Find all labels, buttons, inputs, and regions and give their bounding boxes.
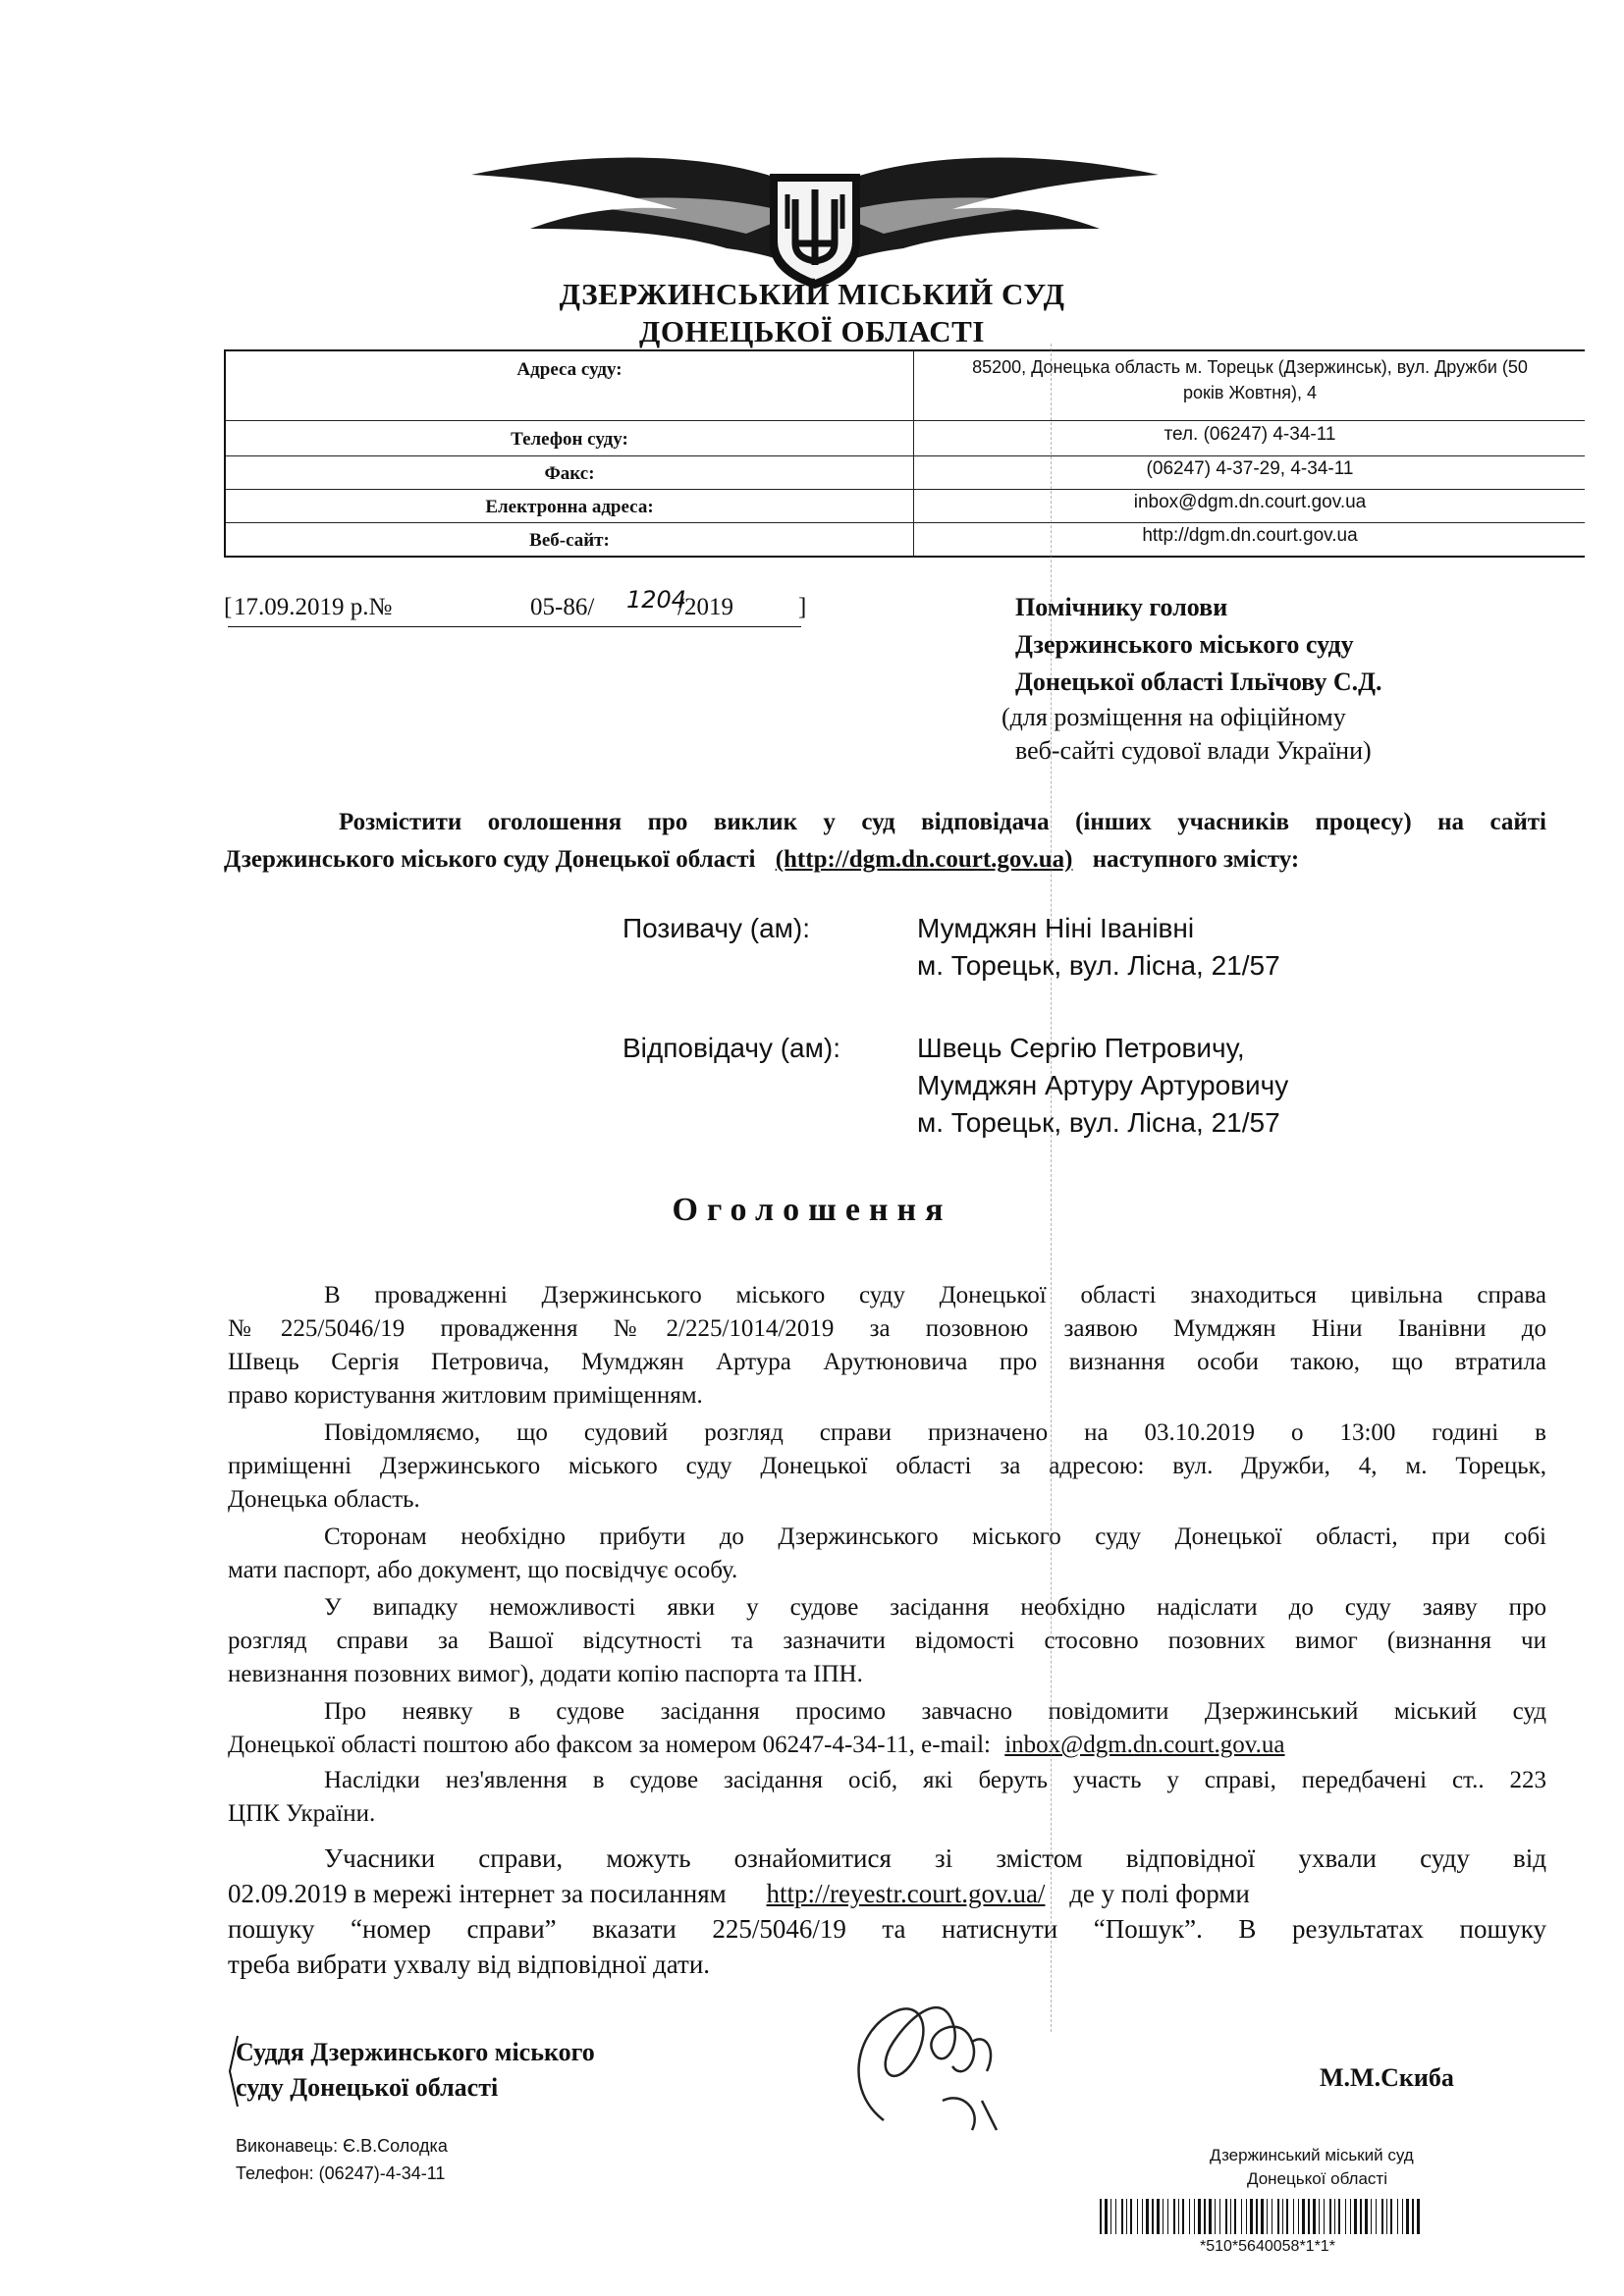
- barcode-bar: [1319, 2199, 1320, 2234]
- executor-phone: Телефон: (06247)-4-34-11: [236, 2163, 446, 2183]
- email-label: Електронна адреса:: [485, 497, 654, 517]
- barcode-bar: [1397, 2199, 1398, 2234]
- ref-number-suffix: /2019: [677, 594, 733, 620]
- barcode-bar: [1115, 2199, 1116, 2234]
- phone-label: Телефон суду:: [511, 429, 628, 450]
- addressee-line4: (для розміщення на офіційному: [1001, 703, 1346, 731]
- barcode-bar: [1219, 2199, 1220, 2234]
- request-line1: Розмістити оголошення про виклик у суд відповідача (інших учасників процесу) на сайті: [339, 809, 1546, 835]
- contact-table: [224, 349, 1585, 558]
- barcode-bar: [1267, 2199, 1268, 2234]
- defendant-name-2: Мумджян Артуру Артуровичу: [917, 1070, 1289, 1100]
- phone-value: тел. (06247) 4-34-11: [1164, 424, 1336, 445]
- registry-link[interactable]: http://reyestr.court.gov.ua/: [766, 1879, 1046, 1908]
- table-row: [226, 522, 1585, 556]
- barcode-bar: [1157, 2199, 1160, 2234]
- request-tail: наступного змісту:: [1092, 846, 1300, 873]
- barcode-bar: [1194, 2199, 1195, 2234]
- barcode-bar: [1110, 2199, 1111, 2234]
- barcode-bar: [1204, 2199, 1206, 2234]
- barcode-bar: [1381, 2199, 1383, 2234]
- barcode-bar: [1390, 2199, 1392, 2234]
- barcode-bar: [1163, 2199, 1164, 2234]
- barcode-bar: [1121, 2199, 1123, 2234]
- court-name-line2: ДОНЕЦЬКОЇ ОБЛАСТІ: [639, 314, 985, 348]
- plaintiff-address: м. Торецьк, вул. Лісна, 21/57: [917, 950, 1280, 981]
- barcode-bar: [1345, 2199, 1346, 2234]
- barcode-bar: [1365, 2199, 1368, 2234]
- defendant-label: Відповідачу (ам):: [623, 1033, 840, 1063]
- request-court-link[interactable]: (http://dgm.dn.court.gov.ua): [775, 846, 1073, 873]
- executor-info: Виконавець: Є.В.Солодка: [236, 2136, 448, 2156]
- ref-open-bracket: [: [224, 594, 233, 620]
- barcode-bar: [1230, 2199, 1231, 2234]
- reference-line: [224, 586, 813, 633]
- announcement-line: Наслідки нез'явлення в судове засідання осіб, які беруть участь у справі, передбачені ст.. 223: [324, 1767, 1546, 1793]
- stamp-line2: Донецької області: [1247, 2169, 1387, 2188]
- defendant-name-1: Швець Сергію Петровичу,: [917, 1033, 1245, 1063]
- court-name-line1: ДЗЕРЖИНСЬКИЙ МІСЬКИЙ СУД: [559, 277, 1065, 311]
- barcode-bar: [1293, 2199, 1294, 2234]
- barcode-bar: [1406, 2199, 1409, 2234]
- barcode: [1100, 2199, 1424, 2234]
- barcode-bar: [1350, 2199, 1351, 2234]
- barcode-bar: [1198, 2199, 1201, 2234]
- barcode-bar: [1282, 2199, 1283, 2234]
- barcode-bar: [1329, 2199, 1331, 2234]
- court-email-link[interactable]: inbox@dgm.dn.court.gov.ua: [1004, 1732, 1285, 1758]
- barcode-bar: [1256, 2199, 1258, 2234]
- fax-label: Факс:: [544, 463, 595, 484]
- announcement-line: Донецька область.: [228, 1486, 420, 1513]
- website-value: http://dgm.dn.court.gov.ua: [1142, 525, 1358, 546]
- website-label: Веб-сайт:: [529, 530, 610, 551]
- barcode-bar: [1105, 2199, 1108, 2234]
- barcode-bar: [1261, 2199, 1264, 2234]
- barcode-bar: [1130, 2199, 1132, 2234]
- plaintiff-label: Позивачу (ам):: [623, 913, 810, 943]
- announcement-line-with-link: [228, 1879, 1546, 1909]
- announcement-line: право користування житловим приміщенням.: [228, 1382, 703, 1409]
- barcode-bar: [1182, 2199, 1184, 2234]
- announcement-line: В провадженні Дзержинського міського суду Донецької області знаходиться цивільна справа: [324, 1282, 1546, 1308]
- table-row: [226, 351, 1585, 421]
- table-row: [226, 420, 1585, 456]
- fax-value: (06247) 4-37-29, 4-34-11: [1146, 458, 1354, 479]
- announcement-line: невизнання позовних вимог), додати копію паспорта та ІПН.: [228, 1661, 863, 1687]
- email-value: inbox@dgm.dn.court.gov.ua: [1133, 492, 1367, 512]
- announcement-line-with-email: [228, 1732, 1546, 1759]
- barcode-bar: [1324, 2199, 1325, 2234]
- barcode-bar: [1338, 2199, 1340, 2234]
- barcode-bar: [1402, 2199, 1403, 2234]
- announcement-line: мати паспорт, або документ, що посвідчує особу.: [228, 1557, 738, 1583]
- barcode-bar: [1142, 2199, 1143, 2234]
- barcode-bar: [1412, 2199, 1414, 2234]
- judge-name: М.М.Скиба: [1320, 2063, 1454, 2092]
- announcement-line: пошуку “номер справи” вказати 225/5046/19 та натиснути “Пошук”. В результатах пошуку: [228, 1914, 1546, 1944]
- barcode-bar: [1371, 2199, 1372, 2234]
- barcode-bar: [1173, 2199, 1175, 2234]
- ref-date: 17.09.2019 р.№: [234, 594, 393, 620]
- barcode-bar: [1302, 2199, 1305, 2234]
- barcode-bar: [1215, 2199, 1216, 2234]
- barcode-bar: [1298, 2199, 1299, 2234]
- barcode-bar: [1209, 2199, 1212, 2234]
- addressee-line1: Помічнику голови: [1015, 593, 1228, 621]
- barcode-bar: [1126, 2199, 1127, 2234]
- announcement-line: №225/5046/19 провадження №2/225/1014/2019 за позовною заявою Мумджян Ніни Іванівни до: [228, 1315, 1546, 1342]
- contact-instructions: Донецької області поштою або факсом за номером 06247-4-34-11, e-mail:: [228, 1732, 991, 1758]
- barcode-bar: [1360, 2199, 1362, 2234]
- barcode-bar: [1225, 2199, 1227, 2234]
- scan-fold-line: [1051, 344, 1052, 2032]
- barcode-bar: [1313, 2199, 1316, 2234]
- barcode-bar: [1334, 2199, 1335, 2234]
- defendant-address: м. Торецьк, вул. Лісна, 21/57: [917, 1107, 1280, 1138]
- barcode-bar: [1308, 2199, 1310, 2234]
- announcement-line: Швець Сергія Петровича, Мумджян Артура Арутюновича про визнання особи такою, що втратила: [228, 1349, 1546, 1375]
- barcode-bar: [1386, 2199, 1387, 2234]
- court-emblem-logo: [471, 135, 1159, 293]
- barcode-number: *510*5640058*1*1*: [1200, 2238, 1335, 2255]
- barcode-bar: [1137, 2199, 1138, 2234]
- announcement-title: Оголошення: [672, 1192, 952, 1228]
- barcode-bar: [1189, 2199, 1190, 2234]
- barcode-bar: [1146, 2199, 1149, 2234]
- barcode-bar: [1246, 2199, 1247, 2234]
- signature-bracket: [224, 2032, 244, 2110]
- table-row: [226, 455, 1585, 490]
- judge-title-line2: суду Донецької області: [236, 2073, 499, 2102]
- barcode-bar: [1277, 2199, 1279, 2234]
- addressee-line3: Донецької області Ільїчову С.Д.: [1015, 667, 1382, 696]
- barcode-bar: [1241, 2199, 1242, 2234]
- barcode-bar: [1100, 2199, 1102, 2234]
- address-value-cont: років Жовтня), 4: [1183, 383, 1317, 402]
- ref-close-bracket: ]: [798, 594, 807, 620]
- barcode-bar: [1234, 2199, 1236, 2234]
- request-line2: [224, 846, 1546, 874]
- ref-number-prefix: 05-86/: [530, 594, 595, 620]
- barcode-bar: [1167, 2199, 1168, 2234]
- ref-underline: [228, 626, 801, 627]
- announcement-line: приміщенні Дзержинського міського суду Донецької області за адресою: вул. Дружби, 4, м. Торецьк,: [228, 1453, 1546, 1479]
- barcode-bar: [1417, 2199, 1420, 2234]
- handwritten-signature: [825, 1973, 1021, 2140]
- announcement-line: Про неявку в судове засідання просимо завчасно повідомити Дзержинський міський суд: [324, 1698, 1546, 1725]
- stamp-line1: Дзержинський міський суд: [1210, 2146, 1414, 2164]
- addressee-line5: веб-сайті судової влади України): [1015, 736, 1372, 765]
- announcement-line: ЦПК України.: [228, 1800, 376, 1827]
- announcement-line: розгляд справи за Вашої відсутності та зазначити відомості стосовно позовних вимог (визнання чи: [228, 1628, 1546, 1654]
- addressee-line2: Дзержинського міського суду: [1015, 630, 1354, 659]
- barcode-bar: [1152, 2199, 1154, 2234]
- request-court-name: Дзержинського міського суду Донецької області: [224, 846, 756, 873]
- address-label: Адреса суду:: [516, 359, 623, 380]
- barcode-bar: [1250, 2199, 1253, 2234]
- announcement-line: Учасники справи, можуть ознайомитися зі змістом відповідної ухвали суду від: [324, 1843, 1546, 1873]
- registry-tail: де у полі форми: [1069, 1879, 1250, 1908]
- barcode-bar: [1286, 2199, 1288, 2234]
- registry-intro: 02.09.2019 в мережі інтернет за посиланням: [228, 1879, 727, 1908]
- announcement-line: треба вибрати ухвалу від відповідної дати.: [228, 1949, 711, 1979]
- judge-title-line1: Суддя Дзержинського міського: [236, 2038, 595, 2066]
- announcement-line: Повідомляємо, що судовий розгляд справи призначено на 03.10.2019 о 13:00 годині в: [324, 1419, 1546, 1446]
- address-value: 85200, Донецька область м. Торецьк (Дзержинськ), вул. Дружби (50: [972, 357, 1528, 377]
- barcode-bar: [1354, 2199, 1357, 2234]
- barcode-bar: [1376, 2199, 1377, 2234]
- barcode-bar: [1178, 2199, 1179, 2234]
- plaintiff-name: Мумджян Ніні Іванівні: [917, 913, 1195, 943]
- ref-number-handwritten: 1204: [626, 586, 687, 614]
- table-row: [226, 489, 1585, 523]
- announcement-line: Сторонам необхідно прибути до Дзержинського міського суду Донецької області, при собі: [324, 1523, 1546, 1550]
- announcement-line: У випадку неможливості явки у судове засідання необхідно надіслати до суду заяву про: [324, 1594, 1546, 1621]
